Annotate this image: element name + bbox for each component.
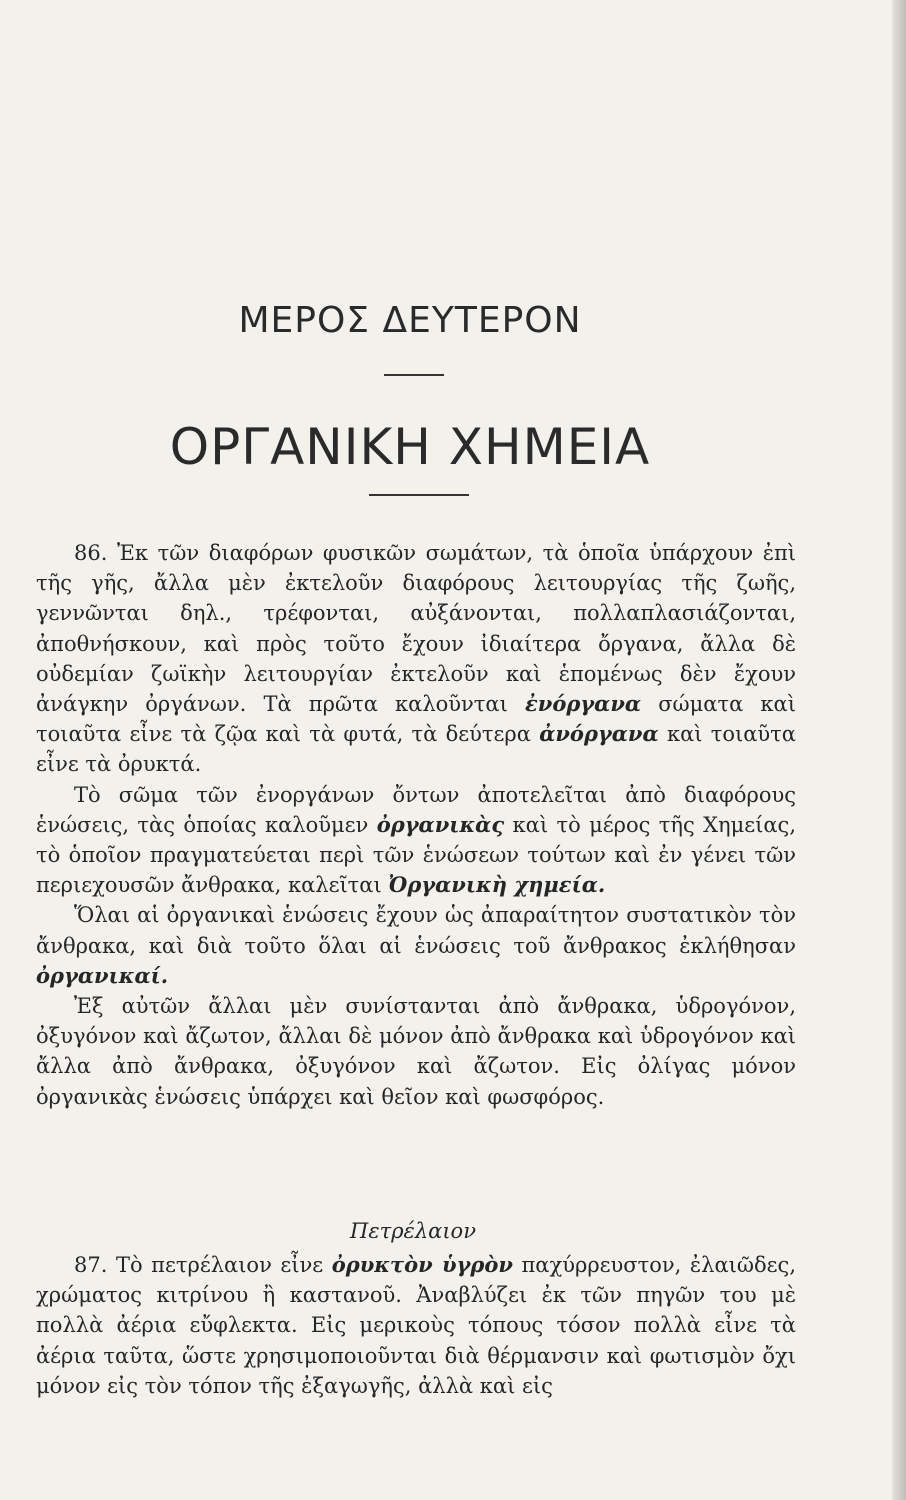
paragraph-86 [36,538,796,780]
emphasis-term: Ὀργανικὴ χημεία. [388,872,606,898]
emphasis-term: ὀργανικὰς [376,811,505,837]
main-title: ΟΡΓΑΝΙΚΗ ΧΗΜΕΙΑ [169,418,651,476]
text-run: Ἐξ αὐτῶν ἄλλαι μὲν συνίστανται ἀπὸ ἄνθρακα, ὑδρογόνον, ὀξυγόνον καὶ ἄζωτον, ἄλλαι δὲ μόνον ἀπὸ ἄνθρακα καὶ ὑδρογόνον καὶ ἄλλα ἀπὸ ἄνθρακα, ὀξυγόνον καὶ ἄζωτον. Εἰς ὀλίγας μόνον ὀργανικὰς ἑνώσεις ὑπάρχει καὶ θεῖον καὶ φωσφόρος. [36,994,796,1109]
text-run: καὶ τὸ μέρος τῆς Χημείας, τὸ ὁποῖον πραγματεύεται περὶ τῶν ἑνώσεων τούτων καὶ ἐν γένει τῶν περιεχουσῶν ἄνθρακα, καλεῖται [36,812,796,898]
page-edge-shadow [892,0,906,1500]
text-run: 86. Ἐκ τῶν διαφόρων φυσικῶν σωμάτων, τὰ ὁποῖα ὑπάρχουν ἐπὶ τῆς γῆς, ἄλλα μὲν ἐκτελοῦν διαφόρους λειτουργίας τῆς ζωῆς, γεννῶνται δηλ., τρέφονται, αὐξάνονται, πολλαπλασιάζονται, ἀποθνήσκουν, καὶ πρὸς τοῦτο ἔχουν ἰδιαίτερα ὄργανα, ἄλλα δὲ οὐδεμίαν ζωϊκὴν λειτουργίαν ἐκτελοῦν καὶ ἑπομένως δὲν ἔχουν ἀνάγκην ὀργάνων. Τὰ πρῶτα καλοῦνται [36,541,796,717]
paragraph [36,991,796,1112]
text-run: Ὅλαι αἱ ὀργανικαὶ ἑνώσεις ἔχουν ὡς ἀπαραίτητον συστατικὸν τὸν ἄνθρακα, καὶ διὰ τοῦτο ὅλαι αἱ ἑνώσεις τοῦ ἄνθρακος ἐκλήθησαν [36,903,796,958]
text-run: καὶ τοιαῦτα εἶνε τὰ ὀρυκτά. [36,722,796,777]
intro-text [36,538,796,1112]
emphasis-term: ὀρυκτὸν ὑγρὸν [331,1252,513,1277]
paragraph [36,780,796,901]
text-run: 87. Τὸ πετρέλαιον εἶνε [74,1253,324,1277]
emphasis-term: ὀργανικαί. [36,962,169,988]
petroleum-text [36,1250,796,1401]
divider-rule [384,374,444,376]
text-run: Τὸ σῶμα τῶν ἐνοργάνων ὄντων ἀποτελεῖται ἀπὸ διαφόρους ἑνώσεις, τὰς ὁποίας καλοῦμεν [36,782,796,837]
text-run: σώματα καὶ τοιαῦτα εἶνε τὰ ζῷα καὶ τὰ φυτά, τὰ δεύτερα [36,692,796,747]
section-title: Πετρέλαιον [350,1219,476,1243]
paragraph-87 [36,1250,796,1401]
emphasis-term: ἀνόργανα [539,721,659,747]
part-title: ΜΕΡΟΣ ΔΕΥΤΕΡΟΝ [238,300,582,341]
divider-rule [369,494,469,496]
emphasis-term: ἐνόργανα [524,691,642,717]
text-run: παχύρρευστον, ἐλαιῶδες, χρώματος κιτρίνου ἢ καστανοῦ. Ἀναβλύζει ἐκ τῶν πηγῶν του μὲ πολλὰ ἀέρια εὔφλεκτα. Εἰς μερικοὺς τόπους τόσον πολλὰ εἶνε τὰ ἀέρια ταῦτα, ὥστε χρησιμοποιοῦνται διὰ θέρμανσιν καὶ φωτισμὸν ὄχι μόνον εἰς τὸν τόπον τῆς ἐξαγωγῆς, ἀλλὰ καὶ εἰς [36,1253,796,1398]
paragraph [36,900,796,991]
